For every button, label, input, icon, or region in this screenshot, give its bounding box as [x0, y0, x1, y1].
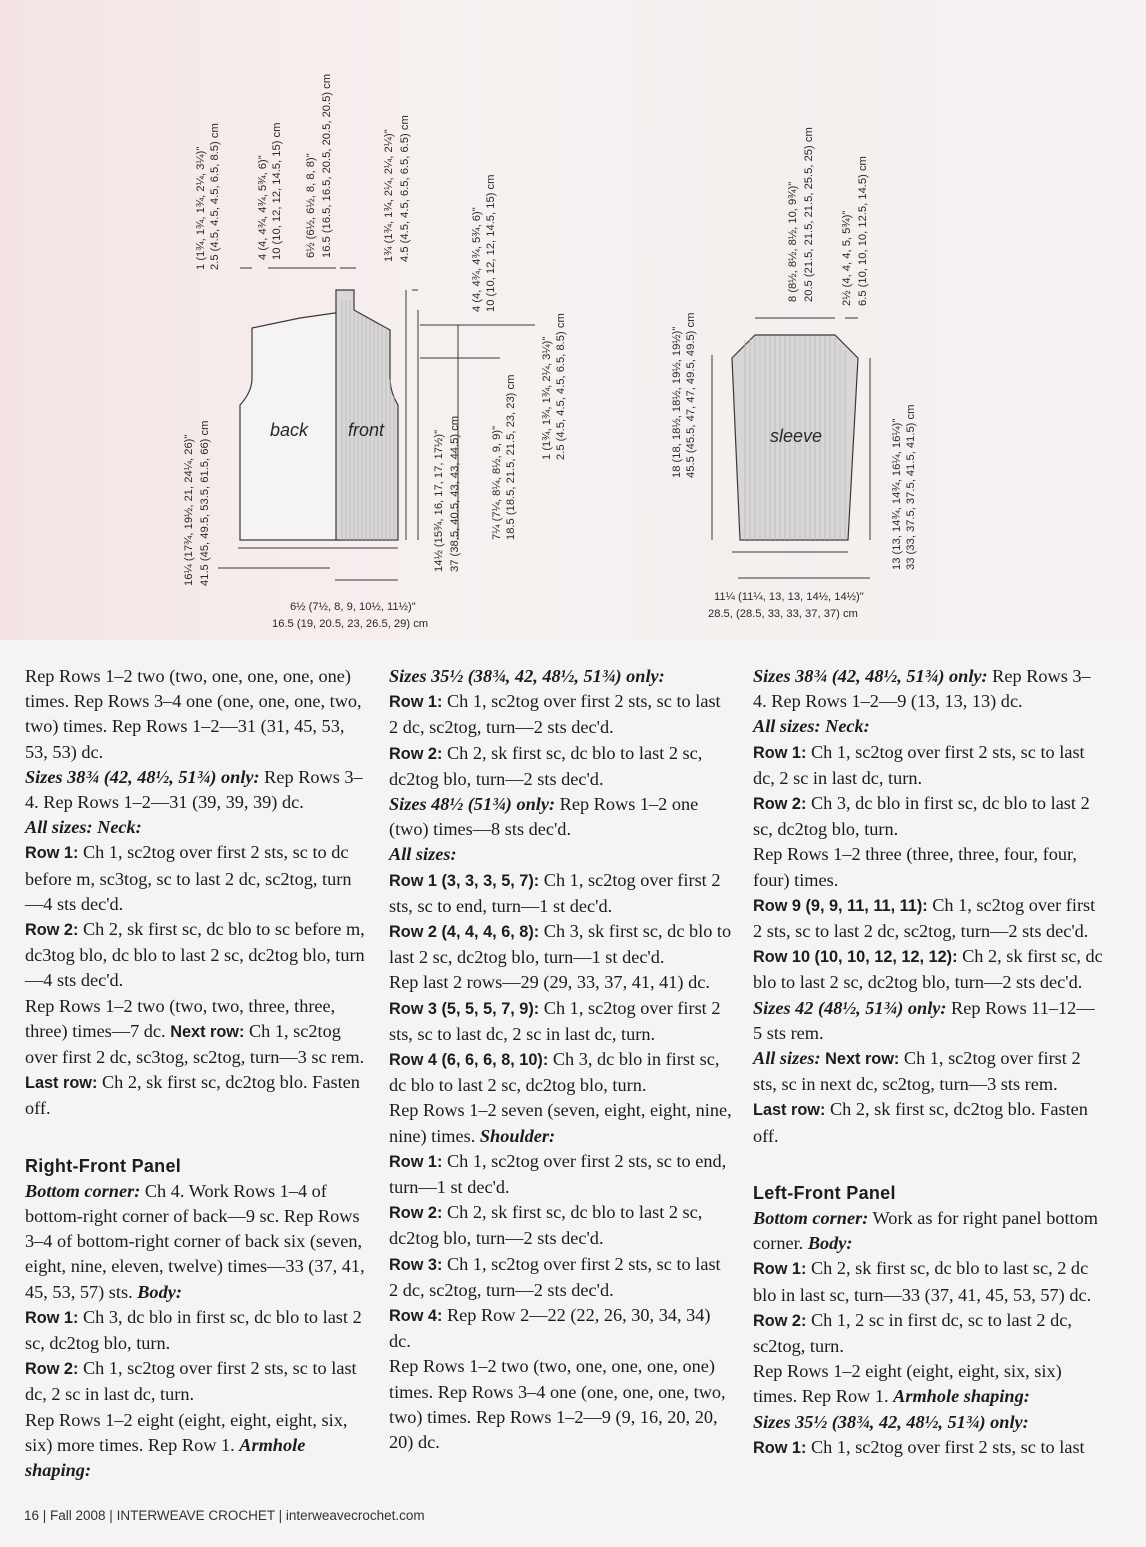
- front-label: front: [348, 420, 385, 440]
- dim-sleeve-len-in: 18 (18, 18½, 18½, 19½, 19½)": [671, 326, 683, 478]
- instruction-text: Rep Rows 1–2 one (two) times—8 sts dec'd.: [389, 794, 699, 840]
- instruction-text: Ch 1, sc2tog over first 2 sts, sc to last 2 dc, sc2tog, turn—2 sts dec'd.: [753, 894, 1096, 942]
- row-label: Row 4:: [389, 1307, 443, 1326]
- dim-neck-depth-cm: 16.5 (16.5, 16.5, 20.5, 20.5, 20.5) cm: [321, 73, 333, 258]
- dim-cap-side-in: 2½ (4, 4, 4, 5, 5¾)": [841, 210, 853, 306]
- row-label: Row 1 (3, 3, 3, 5, 7):: [389, 871, 540, 890]
- instruction-text: Ch 2, sk first sc, dc2tog blo. Fasten off.: [25, 1072, 360, 1119]
- row-label: Row 2:: [25, 921, 79, 940]
- size-label: Sizes 38¾ (42, 48½, 51¾) only:: [753, 666, 988, 686]
- dim-neck-cm: 10 (10, 12, 12, 14.5, 15) cm: [271, 122, 283, 260]
- instruction-text: Ch 1, sc2tog over first 2 sts, sc in next dc, sc2tog, turn—3 sts rem.: [753, 1048, 1081, 1095]
- size-label: Sizes 42 (48½, 51¾) only:: [753, 997, 947, 1018]
- instruction-text: Rep Rows 1–2 two (two, two, three, three, three) times—7 dc.: [25, 995, 336, 1041]
- size-label: Sizes 35½ (38¾, 42, 48½, 51¾) only:: [389, 666, 665, 686]
- dim-armhole-cm: 18.5 (18.5, 21.5, 21.5, 23, 23) cm: [505, 374, 517, 540]
- size-label: Sizes 48½ (51¾) only:: [389, 794, 556, 815]
- section-heading: Left-Front Panel: [753, 1182, 896, 1203]
- row-label: Last row:: [25, 1074, 98, 1093]
- instruction-text: Ch 3, dc blo in first sc, dc blo to last 2 sc, dc2tog blo, turn.: [389, 1049, 720, 1096]
- dim-neck-in: 4 (4, 4¾, 4¾, 5¾, 6)": [257, 155, 269, 260]
- instruction-text: Work as for right panel bottom corner.: [753, 1208, 1098, 1254]
- section-label: Body:: [807, 1233, 853, 1254]
- paragraph: Rep last 2 rows—29 (29, 33, 37, 41, 41) dc.: [389, 972, 710, 993]
- row-label: Row 1:: [25, 844, 79, 863]
- section-label: Bottom corner:: [25, 1180, 141, 1201]
- dim-armhole-shape-cm: 2.5 (4.5, 4.5, 4.5, 6.5, 8.5) cm: [555, 313, 567, 460]
- row-label: Row 1:: [753, 1438, 807, 1457]
- dim-width-cm: 16.5 (19, 20.5, 23, 26.5, 29) cm: [272, 618, 429, 630]
- dim-shoulder-cm: 2.5 (4.5, 4.5, 4.5, 6.5, 8.5) cm: [209, 123, 221, 270]
- page-footer: 16 | Fall 2008 | INTERWEAVE CROCHET | interweavecrochet.com: [24, 1508, 425, 1523]
- dim-cuff-in: 11¼ (11¼, 13, 13, 14½, 14½)": [714, 591, 864, 603]
- dim-armhole-in: 7¼ (7¼, 8¼, 8½, 9, 9)": [491, 425, 503, 540]
- instruction-text: Ch 2, sk first sc, dc blo to last 2 sc, dc2tog blo, turn—2 sts dec'd.: [389, 1202, 703, 1249]
- dim-length-in: 16¼ (17¾, 19½, 21, 24¼, 26)": [183, 434, 195, 586]
- instruction-text: Ch 2, sk first sc, dc blo to last 2 sc, dc2tog blo, turn—2 sts dec'd.: [753, 946, 1103, 993]
- dim-armhole-shape-in: 1 (1¾, 1¾, 1¾, 2¼, 3¼)": [541, 336, 553, 460]
- section-label: Armhole shaping:: [893, 1386, 1030, 1407]
- dim-shoulder-in: 1 (1¾, 1¾, 1¾, 2¼, 3¼)": [195, 146, 207, 270]
- instruction-text: Ch 1, sc2tog over first 2 sts, sc to last 2 dc, sc2tog, turn—2 sts dec'd.: [389, 1253, 721, 1300]
- dim-cap-top-cm: 20.5 (21.5, 21.5, 21.5, 25.5, 25) cm: [803, 127, 815, 302]
- instruction-text: Ch 3, dc blo in first sc, dc blo to last 2 sc, dc2tog blo, turn.: [25, 1306, 362, 1354]
- row-label: Row 2:: [25, 1360, 79, 1379]
- row-label: Row 2:: [389, 1204, 443, 1223]
- text-column-1: [25, 664, 368, 1483]
- dim-side-in: 14½ (15¾, 16, 17, 17, 17½)": [433, 429, 445, 572]
- instruction-text: Ch 1, sc2tog over first 2 sts, sc to end, turn—1 st dec'd.: [389, 1150, 727, 1198]
- row-label: Row 1:: [753, 743, 807, 762]
- row-label: Row 10 (10, 10, 12, 12, 12):: [753, 948, 958, 967]
- sleeve-label: sleeve: [770, 426, 823, 446]
- row-label: Row 3 (5, 5, 5, 7, 9):: [389, 999, 540, 1018]
- text-column-2: [389, 664, 734, 1455]
- paragraph: Rep Rows 1–2 three (three, three, four, four, four) times.: [753, 844, 1077, 890]
- row-label: Row 4 (6, 6, 6, 8, 10):: [389, 1051, 549, 1070]
- instruction-text: Rep Rows 11–12—5 sts rem.: [753, 997, 1095, 1043]
- section-label: Armhole shaping:: [25, 1434, 306, 1481]
- dim-width-in: 6½ (7½, 8, 9, 10½, 11½)": [290, 601, 416, 613]
- dim-length-cm: 41.5 (45, 49.5, 53.5, 61.5, 66) cm: [199, 420, 211, 586]
- instruction-text: Ch 1, sc2tog over first 2 sts, sc to last dc, 2 sc in last dc, turn.: [753, 741, 1085, 788]
- row-label: Row 1:: [389, 693, 443, 712]
- instruction-text: Rep Rows 3–4. Rep Rows 1–2—9 (13, 13, 13) dc.: [753, 666, 1091, 712]
- dim-sleeve-len-cm: 45.5 (45.5, 47, 47, 49.5, 49.5) cm: [685, 312, 697, 478]
- section-label: Body:: [137, 1281, 182, 1302]
- instruction-text: Ch 2, sk first sc, dc blo to last sc, 2 dc blo in last sc, turn—33 (37, 41, 45, 53, 57) dc.: [753, 1258, 1092, 1305]
- instruction-text: Ch 2, sk first sc, dc2tog blo. Fasten off.: [753, 1099, 1088, 1146]
- section-label: Shoulder:: [479, 1125, 556, 1146]
- instruction-text: Ch 1, sc2tog over first 2 sts, sc to dc before m, sc3tog, sc to last 2 dc, sc2tog, turn—4 sts dec'd.: [25, 842, 352, 914]
- row-label: Last row:: [753, 1101, 826, 1120]
- row-label: Next row:: [170, 1022, 245, 1041]
- section-label: All sizes: Neck:: [25, 817, 142, 838]
- row-label: Row 2:: [753, 1311, 807, 1330]
- instruction-text: Ch 1, sc2tog over first 2 sts, sc to last: [806, 1436, 1085, 1457]
- dim-cap-side-cm: 6.5 (10, 10, 10, 12.5, 14.5) cm: [857, 156, 869, 306]
- section-label: Bottom corner:: [753, 1208, 869, 1229]
- instruction-text: Ch 4. Work Rows 1–4 of bottom-right corner of back—9 sc. Rep Rows 3–4 of bottom-right corner of back six (seven, eight, nine, eleven, twelve) times—33 (37, 41, 45, 53, 57) sts.: [25, 1180, 365, 1302]
- dim-front-shoulder-in: 1¾ (1¾, 1¾, 2¼, 2¼, 2¼)": [383, 129, 395, 262]
- section-label: All sizes:: [753, 1048, 821, 1069]
- instruction-text: Ch 1, sc2tog over first 2 dc, sc3tog, sc2tog, turn—3 sc rem.: [25, 1020, 365, 1068]
- schematic-diagram: [0, 0, 1146, 640]
- instruction-text: Rep Row 2—22 (22, 26, 30, 34, 34) dc.: [389, 1305, 711, 1352]
- row-label: Row 2:: [753, 795, 807, 814]
- section-heading: Right-Front Panel: [25, 1155, 182, 1176]
- row-label: Row 1:: [753, 1260, 807, 1279]
- front-outline: [336, 290, 398, 540]
- instruction-text: Rep Rows 1–2 seven (seven, eight, eight, nine, nine) times.: [389, 1100, 732, 1146]
- dim-side-cm: 37 (38.5, 40.5, 43, 43, 44.5) cm: [449, 415, 461, 572]
- dim-front-neck-in: 4 (4, 4¾, 4¾, 5¾, 6)": [471, 207, 483, 312]
- instruction-text: Ch 1, sc2tog over first 2 sts, sc to last dc, 2 sc in last dc, turn.: [389, 997, 721, 1044]
- instruction-text: Rep Rows 3–4. Rep Rows 1–2—31 (39, 39, 39) dc.: [25, 766, 363, 813]
- section-label: All sizes:: [389, 844, 457, 865]
- row-label: Row 1:: [389, 1152, 443, 1171]
- dim-cuff-cm: 28.5, (28.5, 33, 33, 37, 37) cm: [708, 608, 858, 620]
- row-label: Row 3:: [389, 1255, 443, 1274]
- size-label: Sizes 38¾ (42, 48½, 51¾) only:: [25, 766, 260, 787]
- row-label: Next row:: [825, 1050, 900, 1069]
- instruction-text: Ch 1, 2 sc in first dc, sc to last 2 dc, sc2tog, turn.: [753, 1309, 1072, 1357]
- section-label: All sizes: Neck:: [753, 716, 870, 737]
- instruction-text: Ch 2, sk first sc, dc blo to last 2 sc, dc2tog blo, turn—2 sts dec'd.: [389, 742, 703, 789]
- instruction-text: Ch 1, sc2tog over first 2 sts, sc to end, turn—1 st dec'd.: [389, 869, 721, 916]
- sleeve-schematic: [671, 127, 917, 620]
- instruction-text: Ch 3, sk first sc, dc blo to last 2 sc, dc2tog blo, turn—1 st dec'd.: [389, 921, 732, 968]
- dim-cap-top-in: 8 (8½, 8½, 8½, 10, 9¾)": [787, 181, 799, 302]
- dim-front-neck-cm: 10 (10, 12, 12, 14.5, 15) cm: [485, 174, 497, 312]
- row-label: Row 9 (9, 9, 11, 11, 11):: [753, 896, 928, 915]
- instruction-text: Ch 2, sk first sc, dc blo to sc before m, dc3tog blo, dc blo to last 2 sc, dc2tog blo, turn—4 sts dec'd.: [25, 919, 365, 991]
- row-label: Row 2:: [389, 744, 443, 763]
- instruction-text: Rep Rows 1–2 eight (eight, eight, eight, six, six) more times. Rep Row 1.: [25, 1409, 348, 1455]
- text-column-3: [753, 664, 1103, 1461]
- instruction-text: Rep Rows 1–2 eight (eight, eight, six, six) times. Rep Row 1.: [753, 1361, 1062, 1407]
- dim-front-shoulder-cm: 4.5 (4.5, 4.5, 6.5, 6.5, 6.5) cm: [399, 115, 411, 262]
- row-label: Row 1:: [25, 1308, 79, 1327]
- size-label: Sizes 35½ (38¾, 42, 48½, 51¾) only:: [753, 1411, 1029, 1432]
- instruction-text: Ch 1, sc2tog over first 2 sts, sc to last 2 dc, sc2tog, turn—2 sts dec'd.: [389, 691, 721, 738]
- back-label: back: [270, 420, 309, 440]
- dim-neck-depth-in: 6½ (6½, 6½, 8, 8, 8)": [305, 153, 317, 258]
- dim-sleeve-side-cm: 33 (33, 37.5, 37.5, 41.5, 41.5) cm: [905, 404, 917, 570]
- instruction-text: Ch 1, sc2tog over first 2 sts, sc to last dc, 2 sc in last dc, turn.: [25, 1358, 357, 1405]
- instruction-text: Ch 3, dc blo in first sc, dc blo to last 2 sc, dc2tog blo, turn.: [753, 793, 1090, 840]
- paragraph: Rep Rows 1–2 two (two, one, one, one, one) times. Rep Rows 3–4 one (one, one, one, two, two) times. Rep Rows 1–2—31 (31, 45, 53, 53, 53) dc.: [25, 666, 362, 762]
- row-label: Row 2 (4, 4, 4, 6, 8):: [389, 923, 540, 942]
- paragraph: Rep Rows 1–2 two (two, one, one, one, one) times. Rep Rows 3–4 one (one, one, one, two, two) times. Rep Rows 1–2—9 (9, 16, 20, 20, 20) dc.: [389, 1356, 726, 1453]
- dim-sleeve-side-in: 13 (13, 14¾, 14¾, 16¼, 16¼)": [891, 418, 903, 570]
